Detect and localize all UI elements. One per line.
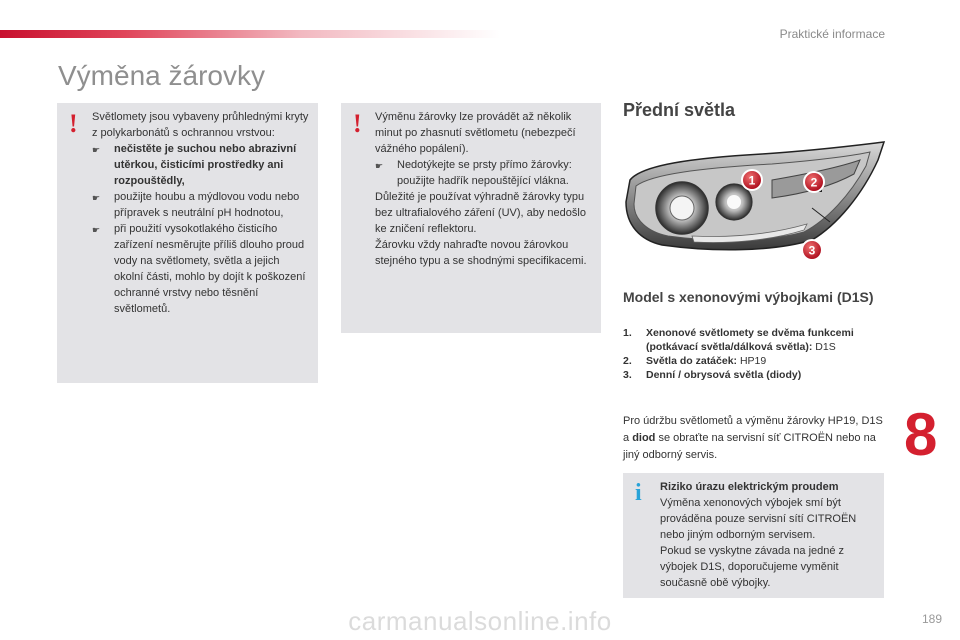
info-text: [660, 479, 876, 591]
info-box-electric: [623, 473, 884, 598]
callout-2: [804, 172, 824, 192]
front-lights-heading: Přední světla: [623, 100, 736, 120]
bullet-text: použijte houbu a mýdlovou vodu nebo přípravek s neutrální pH hodnotou,: [114, 191, 300, 219]
warning-intro: Světlomety jsou vybaveny průhlednými kryty z polykarbonátů s ochrannou vrstvou:: [92, 111, 309, 139]
warning-text: [92, 109, 310, 317]
warning-paragraph: Důležité je používat výhradně žárovky typu bez ultrafialového záření (UV), aby nedošlo ke zničení reflektoru.: [375, 191, 586, 235]
list-number: 3.: [623, 369, 632, 381]
bullet-item: [92, 189, 310, 221]
warning-box-bulb: [341, 103, 601, 333]
page-number: 189: [921, 612, 942, 626]
list-number: 2.: [623, 355, 632, 367]
paragraph-bold: diod: [632, 432, 656, 444]
list-item: [623, 326, 883, 354]
paragraph-text: Pro údržbu světlometů a výměnu žárovky HP19, D1S a: [623, 415, 883, 444]
bullet-item: [92, 141, 310, 189]
warning-intro: Výměnu žárovky lze provádět až několik minut po zhasnutí světlometu (nebezpečí vážného popálení).: [375, 111, 576, 155]
xenon-model-heading: Model s xenonovými výbojkami (D1S): [623, 289, 874, 305]
exclamation-icon: !: [353, 109, 362, 138]
bullet-item: [375, 157, 593, 189]
list-label: Denní / obrysová světla (diody): [646, 369, 802, 381]
info-paragraph: Výměna xenonových výbojek smí být prováděna pouze servisní sítí CITROËN nebo jiným odborným servisem.: [660, 497, 857, 541]
page-title: Výměna žárovky: [58, 60, 265, 91]
finger-pointer-icon: ☛: [92, 193, 101, 203]
bullet-text: nečistěte je suchou nebo abrazivní utěrkou, čisticími prostředky ani rozpouštědly,: [114, 143, 297, 187]
headlamp-illustration: [622, 140, 892, 265]
list-value: HP19: [739, 355, 767, 367]
callout-1: [742, 170, 762, 190]
section-header: Praktické informace: [779, 27, 885, 41]
finger-pointer-icon: ☛: [92, 225, 101, 235]
bullet-item: [92, 221, 310, 317]
warning-paragraph: Žárovku vždy nahraďte novou žárovkou stejného typu a se shodnými specifikacemi.: [375, 239, 587, 267]
bullet-text: při použití vysokotlakého čisticího zařízení nesměrujte příliš dlouho proud vody na světlomety, světla a jejich okolní části, mohlo by dojít k poškození ochranné vrstvy nebo těsnění světlometů.: [114, 223, 306, 315]
header-accent-bar: [0, 30, 500, 38]
list-label: Světla do zatáček:: [646, 355, 738, 367]
finger-pointer-icon: ☛: [92, 145, 101, 155]
svg-text:2: 2: [810, 175, 818, 190]
warning-text: [375, 109, 593, 269]
bullet-text: Nedotýkejte se prsty přímo žárovky: použijte hadřík nepouštějící vlákna.: [397, 159, 572, 187]
svg-text:1: 1: [748, 173, 756, 188]
list-item: [623, 368, 883, 382]
warning-box-covers: [57, 103, 318, 383]
exclamation-icon: !: [69, 109, 78, 138]
chapter-number: 8: [904, 401, 938, 468]
list-item: [623, 354, 883, 368]
paragraph-text: se obraťte na servisní síť CITROËN nebo na jiný odborný servis.: [623, 432, 876, 461]
info-icon: i: [635, 480, 642, 506]
finger-pointer-icon: ☛: [375, 161, 384, 171]
callout-3: [802, 240, 822, 260]
watermark: carmanualsonline.info: [348, 606, 612, 636]
list-number: 1.: [623, 327, 632, 339]
maintenance-paragraph: [623, 413, 885, 464]
list-label: Xenonové světlomety se dvěma funkcemi (potkávací světla/dálková světla):: [646, 327, 854, 353]
info-title: Riziko úrazu elektrickým proudem: [660, 481, 839, 493]
bulb-list: [623, 326, 883, 382]
svg-text:3: 3: [808, 243, 816, 258]
list-value: D1S: [815, 341, 836, 353]
info-paragraph: Pokud se vyskytne závada na jedné z výbojek D1S, doporučujeme vyměnit současně obě výbojky.: [660, 545, 845, 589]
